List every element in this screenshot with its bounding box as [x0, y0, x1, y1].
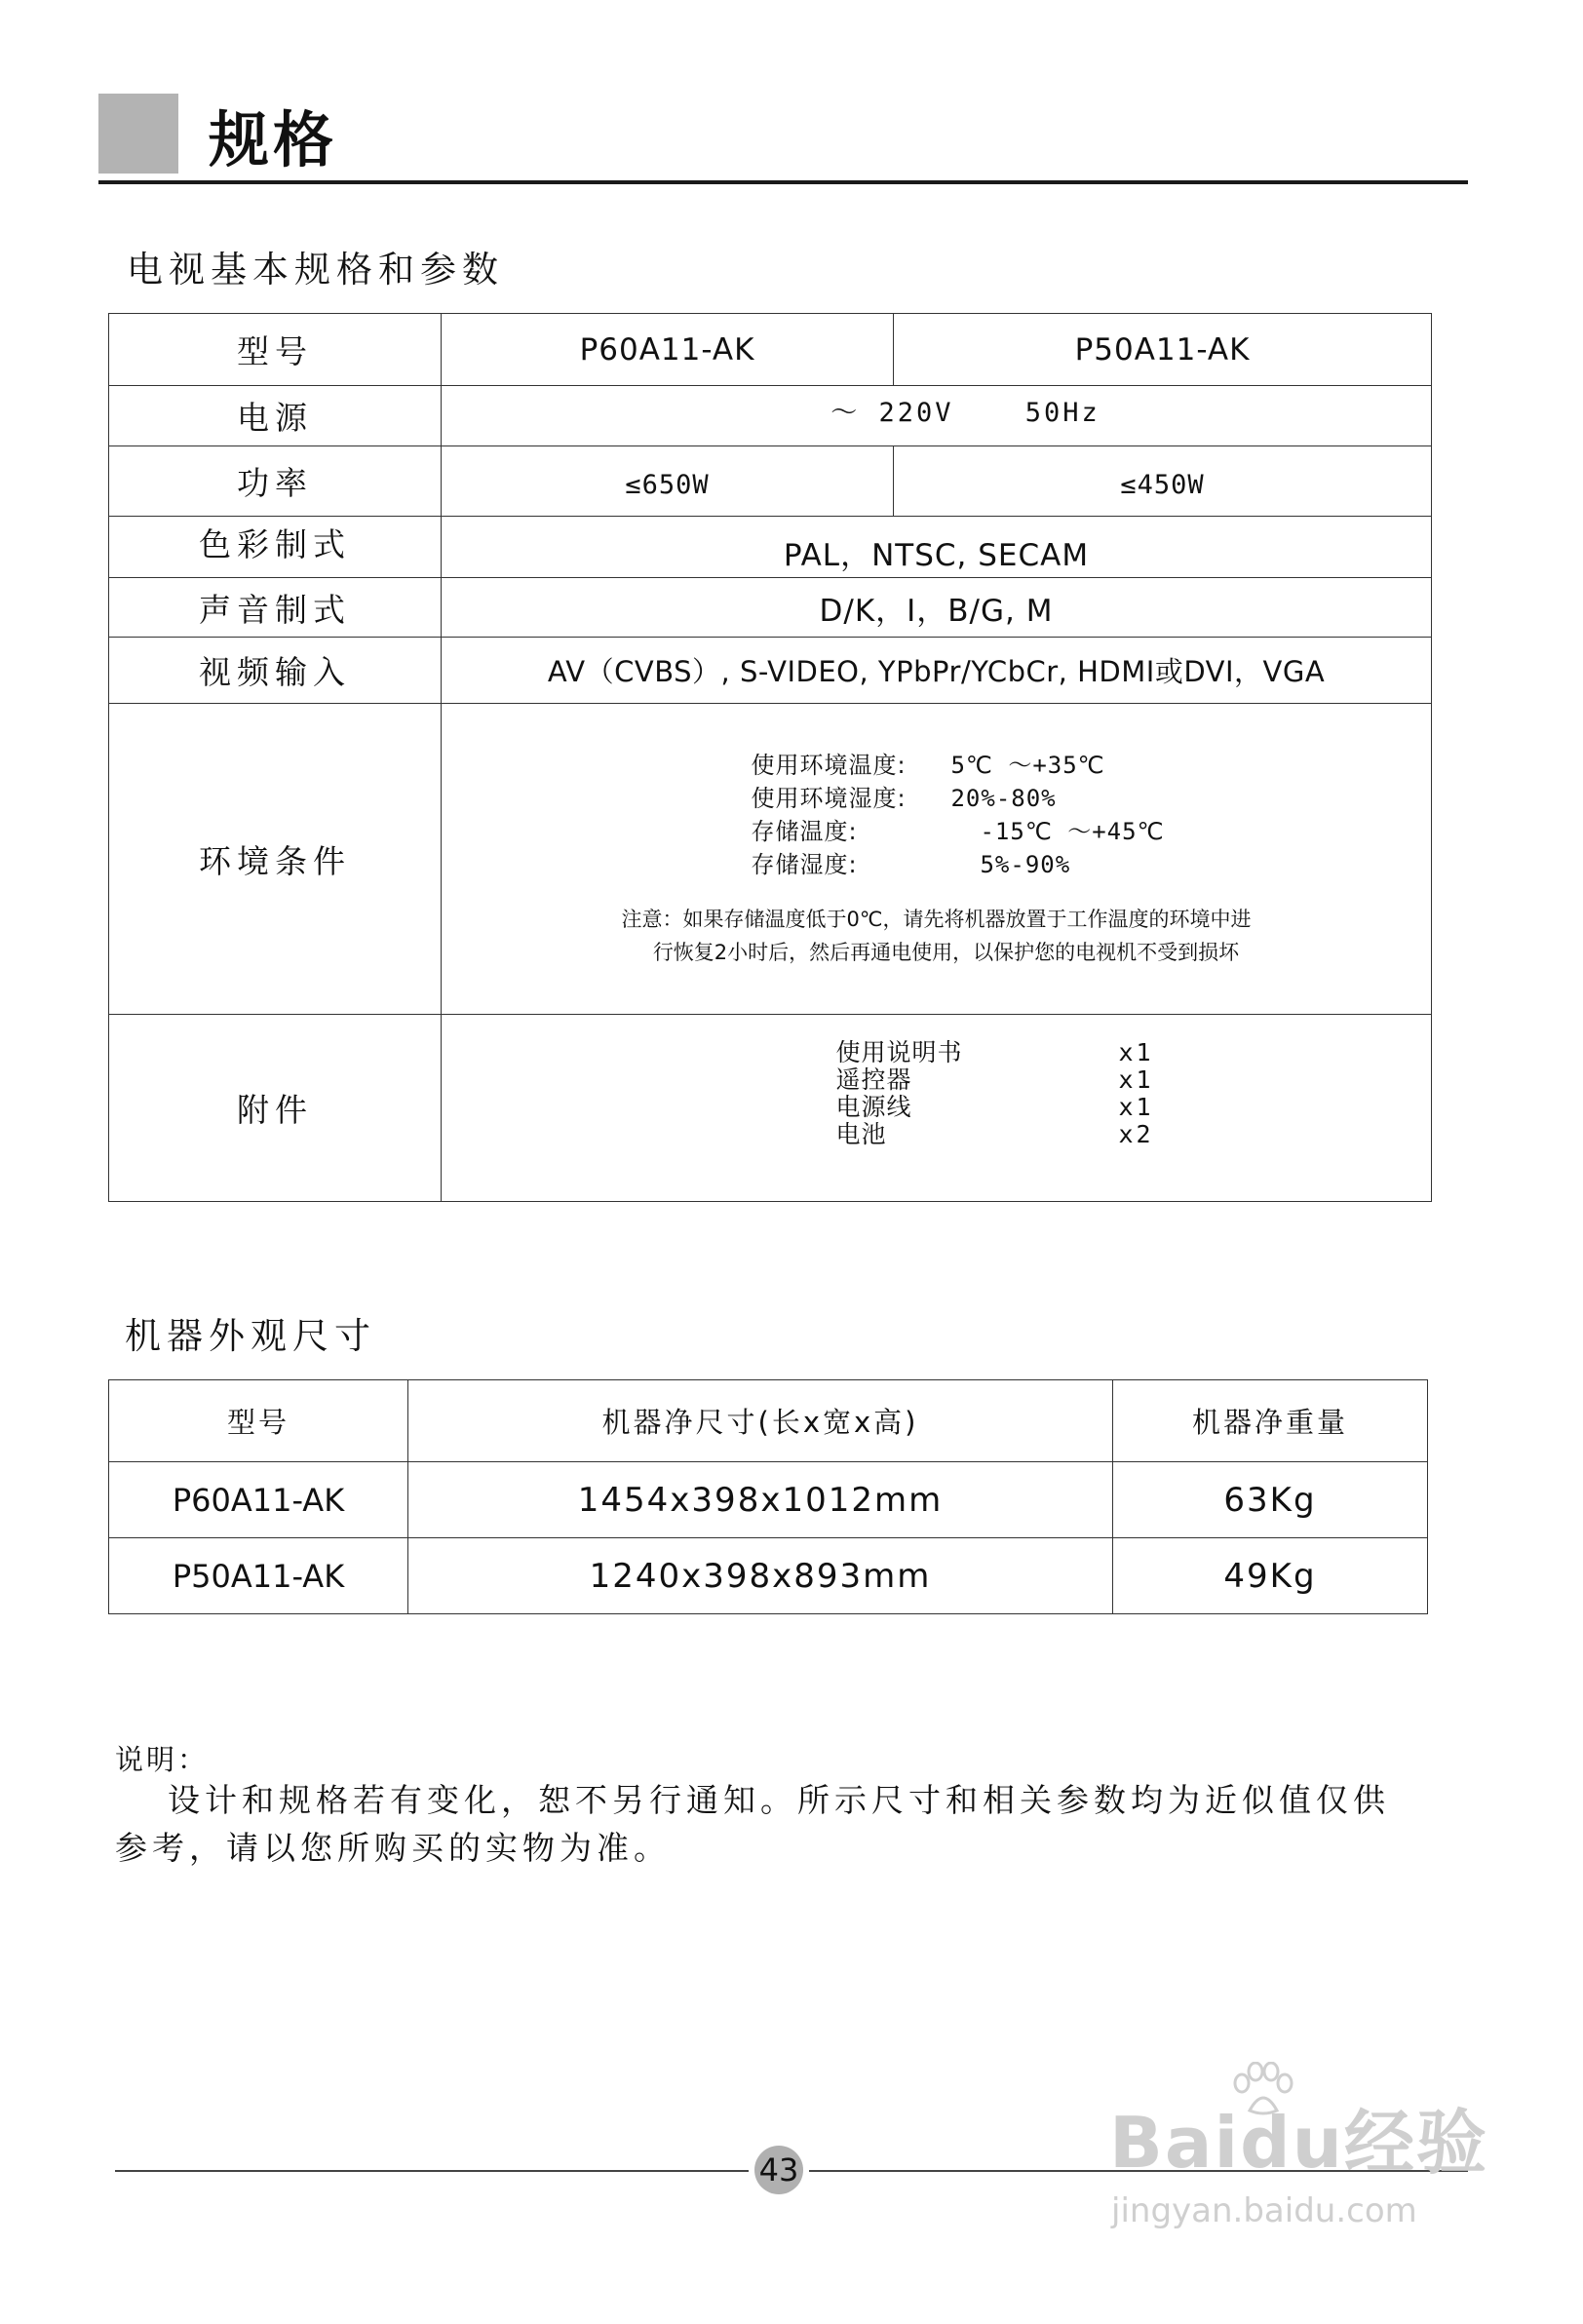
table-row — [109, 1462, 1428, 1538]
spec-label-power: 功率 — [109, 446, 442, 517]
dimension-weight: 63Kg — [1113, 1462, 1428, 1538]
accessory-item: 遥控器 x1 — [835, 1065, 1154, 1094]
spec-label-model: 型号 — [109, 314, 442, 386]
notes-label: 说明： — [115, 1743, 210, 1776]
environment-conditions-list — [751, 749, 1164, 881]
spec-label-power-supply: 电源 — [109, 386, 442, 446]
accessories-list — [835, 1039, 1153, 1148]
spec-row-video-input — [109, 638, 1432, 704]
spec-label-accessories: 附件 — [109, 1015, 442, 1202]
dimension-model: P50A11-AK — [109, 1538, 408, 1614]
spec-row-accessories — [109, 1015, 1432, 1202]
spec-accessories-cell — [442, 1015, 1432, 1202]
environment-line: 使用环境温度: 5℃ ～+35℃ — [751, 752, 1105, 779]
accessory-item: 电源线 x1 — [835, 1092, 1154, 1121]
footer-rule-left — [115, 2170, 749, 2172]
watermark-logo: Baidu经验 — [1109, 2102, 1488, 2184]
spec-sound-system-value: D/K，I，B/G, M — [442, 578, 1432, 638]
dimension-model: P60A11-AK — [109, 1462, 408, 1538]
spec-label-color-system: 色彩制式 — [109, 517, 442, 578]
spec-label-sound-system: 声音制式 — [109, 578, 442, 638]
dimension-weight: 49Kg — [1113, 1538, 1428, 1614]
table-row — [109, 1538, 1428, 1614]
spec-power-p60: ≤650W — [442, 446, 894, 517]
spec-table — [108, 313, 1432, 1202]
accessory-item: 电池 x2 — [835, 1119, 1154, 1148]
header-gray-block — [98, 94, 178, 174]
spec-label-video-input: 视频输入 — [109, 638, 442, 704]
dimension-size: 1240x398x893mm — [408, 1538, 1113, 1614]
spec-voltage: ～ 220V — [830, 398, 954, 428]
watermark-url: jingyan.baidu.com — [1111, 2191, 1417, 2230]
header-rule — [98, 180, 1468, 184]
spec-row-environment — [109, 704, 1432, 1015]
notes-body: 设计和规格若有变化，恕不另行通知。所示尺寸和相关参数均为近似值仅供参考，请以您所购买的实物为准。 — [115, 1781, 1390, 1867]
environment-note: 注意：如果存储温度低于0℃，请先将机器放置于工作温度的环境中进 行恢复2小时后，然后再通电使用，以保护您的电视机不受到损坏 — [621, 908, 1252, 964]
accessory-item: 使用说明书 x1 — [835, 1037, 1154, 1066]
spec-label-environment: 环境条件 — [109, 704, 442, 1015]
spec-color-system-value: PAL，NTSC, SECAM — [442, 517, 1432, 578]
spec-model-p50: P50A11-AK — [894, 314, 1432, 386]
spec-frequency: 50Hz — [1024, 398, 1100, 428]
dimension-section-title: 机器外观尺寸 — [125, 1315, 376, 1357]
spec-row-color-system — [109, 517, 1432, 578]
spec-power-supply-value — [442, 386, 1432, 446]
spec-row-model — [109, 314, 1432, 386]
page-number: 43 — [754, 2146, 803, 2194]
spec-power-p50: ≤450W — [894, 446, 1432, 517]
spec-row-sound-system — [109, 578, 1432, 638]
spec-video-input-value: AV（CVBS）, S-VIDEO, YPbPr/YCbCr, HDMI或DVI，VGA — [442, 638, 1432, 704]
environment-line: 存储湿度: 5%-90% — [751, 851, 1071, 878]
environment-line: 存储温度: -15℃ ～+45℃ — [751, 818, 1165, 845]
environment-line: 使用环境湿度: 20%-80% — [751, 785, 1057, 812]
dimension-size: 1454x398x1012mm — [408, 1462, 1113, 1538]
page-title: 规格 — [209, 104, 338, 175]
spec-model-p60: P60A11-AK — [442, 314, 894, 386]
dimension-header-row — [109, 1380, 1428, 1462]
spec-row-power — [109, 446, 1432, 517]
spec-row-power-supply — [109, 386, 1432, 446]
dimension-header-size: 机器净尺寸(长x宽x高) — [408, 1380, 1113, 1462]
dimension-header-weight: 机器净重量 — [1113, 1380, 1428, 1462]
spec-section-title: 电视基本规格和参数 — [127, 249, 504, 290]
dimension-header-model: 型号 — [109, 1380, 408, 1462]
spec-environment-cell — [442, 704, 1432, 1015]
dimension-table — [108, 1379, 1428, 1614]
